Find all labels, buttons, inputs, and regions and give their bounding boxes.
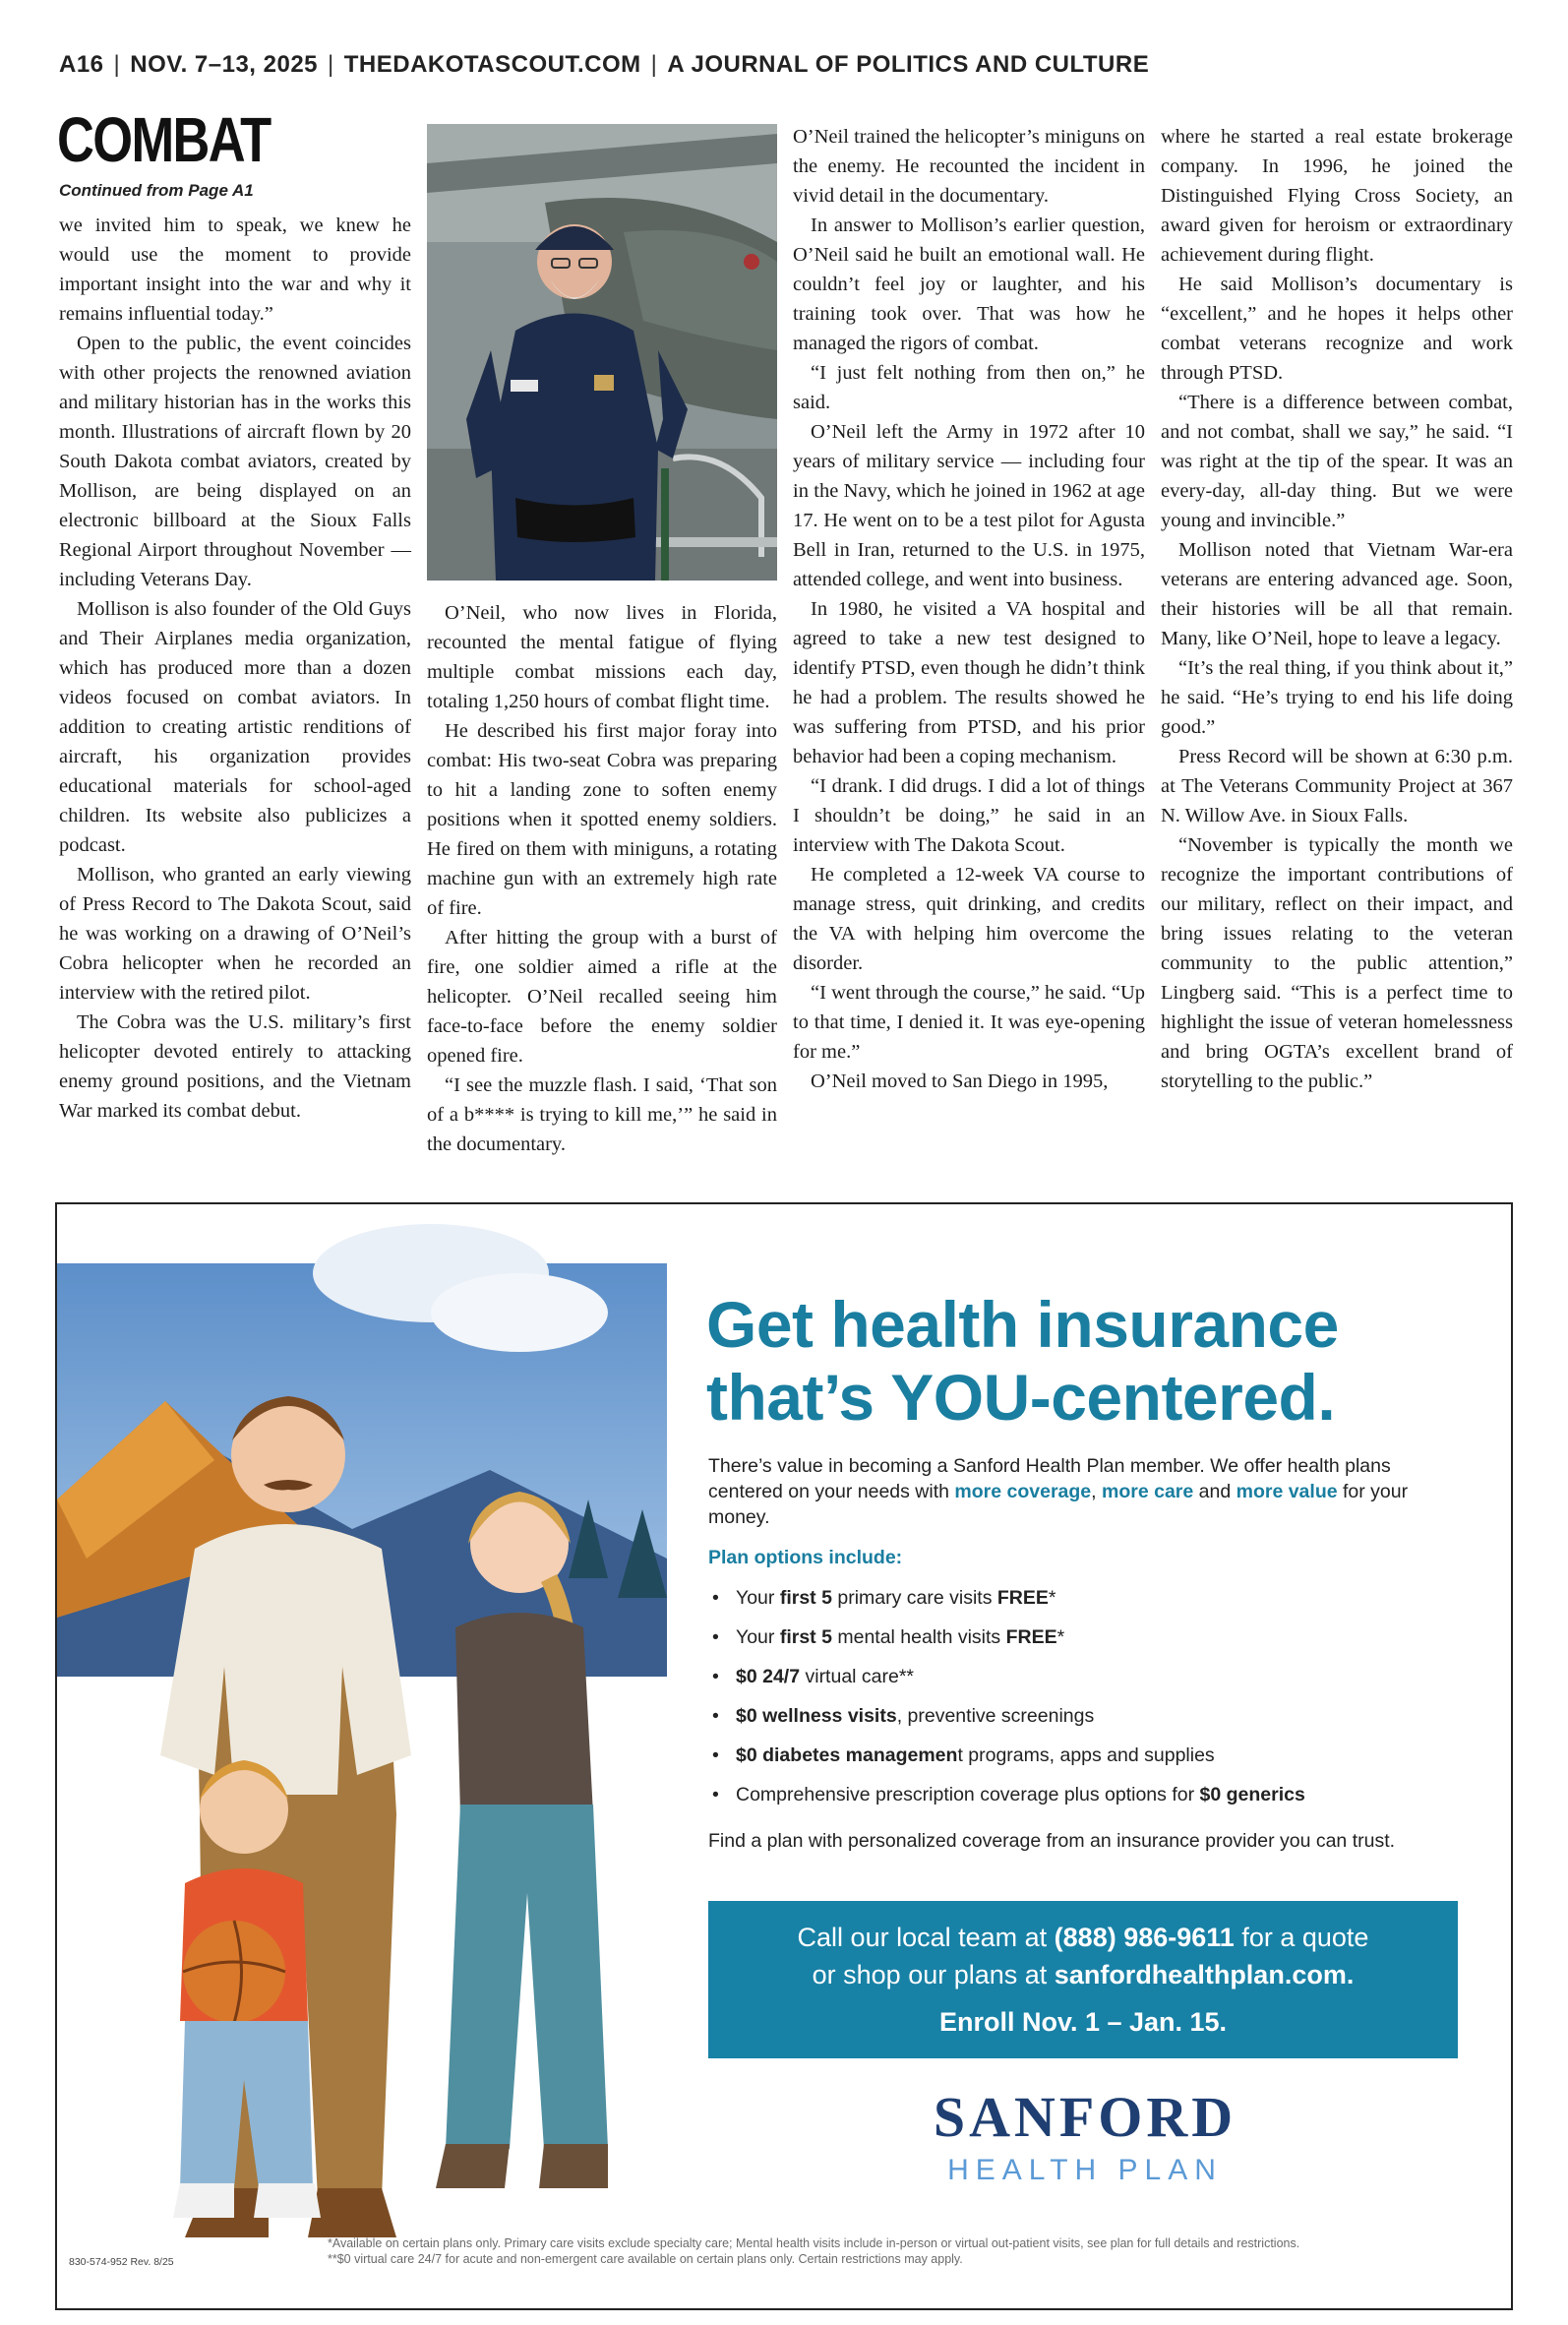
item-text: t programs, apps and supplies [957,1744,1215,1766]
paragraph: O’Neil moved to San Diego in 1995, [811,1071,1109,1092]
publication-tagline: A JOURNAL OF POLITICS AND CULTURE [667,51,1150,78]
paragraph: Press Record will be shown at 6:30 p.m. at The Veterans Community Project at 367 N. Willow Ave. in Sioux Falls. [1161,746,1513,826]
paragraph: “There is a difference between combat, and not combat, shall we say,” he said. “I was right at the tip of the spear. It was an every-day, all-day thing. But we were young and invincible.” [1161,392,1513,531]
article-column-2 [427,598,777,1159]
sanford-advertisement [55,1202,1513,2310]
item-bold: first 5 [779,1626,832,1648]
paragraph: In answer to Mollison’s earlier question, O’Neil said he built an emotional wall. He couldn’t feel joy or laughter, and his training took over. That was how he managed the rigors of combat. [793,214,1145,354]
item-text: * [1056,1626,1065,1648]
intro-highlight: more care [1102,1481,1194,1502]
page-number: A16 [59,51,104,78]
section-kicker: COMBAT [57,104,271,175]
item-text: virtual care** [800,1666,915,1687]
article-column-3 [793,122,1145,1096]
fine-print [328,2235,1498,2267]
fine-print-line: *Available on certain plans only. Primary care visits exclude specialty care; Mental health visits include in-person or virtual out-patient visits, see plan for full details and restrictions. [328,2236,1300,2250]
logo-subtitle: HEALTH PLAN [947,2154,1223,2186]
paragraph: “I went through the course,” he said. “Up to that time, I denied it. It was eye-opening for me.” [793,982,1145,1063]
cta-text: Call our local team at [797,1923,1055,1952]
item-bold: FREE [996,1587,1049,1609]
site-link[interactable]: THEDAKOTASCOUT.COM [343,51,641,78]
ad-intro-text [708,1453,1456,1530]
paragraph: O’Neil left the Army in 1972 after 10 years of military service — including four in the Navy, which he joined in 1962 at age 17. He went on to be a test pilot for Agusta Bell in Iran, returned to the U.S. in 1975, attended college, and went into business. [793,421,1145,590]
intro-text: , [1091,1481,1102,1502]
options-title: Plan options include: [708,1547,903,1568]
article-column-4 [1161,122,1513,1096]
list-item [708,1696,1476,1736]
cta-text: for a quote [1234,1923,1369,1952]
paragraph: O’Neil, who now lives in Florida, recounted the mental fatigue of flying multiple combat missions each day, totaling 1,250 hours of combat flight time. [427,602,777,712]
item-text: primary care visits [831,1587,997,1609]
intro-highlight: more value [1236,1481,1338,1502]
paragraph: Open to the public, the event coincides with other projects the renowned aviation and military historian has in the works this month. Illustrations of aircraft flown by 20 South Dakota combat aviators, created by Mollison, are being displayed on an electronic billboard at the Sioux Falls Regional Airport throughout November — including Veterans Day. [59,333,411,590]
cta-phone[interactable]: (888) 986-9611 [1054,1923,1235,1952]
list-item [708,1578,1476,1618]
paragraph: Mollison noted that Vietnam War-era veterans are entering advanced age. Soon, their histories will be all that remain. Many, like O’Neil, hope to leave a legacy. [1161,539,1513,649]
item-bold: $0 diabetes managemen [736,1744,958,1766]
page-folio: A16 | NOV. 7–13, 2025 | THEDAKOTASCOUT.COM | A JOURNAL OF POLITICS AND CULTURE [59,51,1150,78]
article-photo [427,124,777,581]
ad-code: 830-574-952 Rev. 8/25 [69,2256,174,2268]
paragraph: “I drank. I did drugs. I did a lot of things I shouldn’t be doing,” he said in an interview with The Dakota Scout. [793,775,1145,856]
item-text: * [1048,1587,1056,1609]
item-bold: $0 wellness visits [736,1705,897,1727]
paragraph: “November is typically the month we recognize the important contributions of our military, reflect on their impact, and bring issues relating to the veteran community to the public attention,” Lingberg said. “This is a perfect time to highlight the issue of veteran homelessness and bring OGTA’s excellent brand of storytelling to the public.” [1161,834,1513,1092]
sanford-logo [706,2085,1464,2190]
paragraph: Mollison, who granted an early viewing of Press Record to The Dakota Scout, said he was working on a drawing of O’Neil’s Cobra helicopter when he recorded an interview with the retired pilot. [59,864,411,1004]
cta-line-1 [708,1923,1458,1953]
item-bold: $0 24/7 [736,1666,801,1687]
paragraph: “I see the muzzle flash. I said, ‘That son of a b**** is trying to kill me,’” he said in the documentary. [427,1074,777,1155]
item-text: mental health visits [831,1626,1006,1648]
paragraph: “I just felt nothing from then on,” he said. [793,362,1145,413]
list-item [708,1736,1476,1775]
issue-date: NOV. 7–13, 2025 [130,51,319,78]
paragraph: The Cobra was the U.S. military’s first helicopter devoted entirely to attacking enemy ground positions, and the Vietnam War marked its combat debut. [59,1011,411,1122]
ad-headline [706,1288,1493,1434]
article-column-1 [59,211,411,1126]
logo-wordmark: SANFORD [933,2085,1237,2149]
fine-print-line: **$0 virtual care 24/7 for acute and non-emergent care available on certain plans only. Certain restrictions may apply. [328,2252,963,2266]
jump-line: Continued from Page A1 [59,181,254,200]
intro-text: and [1193,1481,1236,1502]
cta-url-link[interactable]: sanfordhealthplan.com. [1054,1960,1355,1989]
headline-line-2: that’s YOU-centered. [706,1361,1336,1434]
intro-highlight: more coverage [954,1481,1092,1502]
plan-options-list [708,1578,1476,1814]
photo-illustration [427,124,777,581]
paragraph: “It’s the real thing, if you think about it,” he said. “He’s trying to end his life doing good.” [1161,657,1513,738]
paragraph: He said Mollison’s documentary is “excellent,” and he hopes it helps other combat veterans recognize and work through PTSD. [1161,274,1513,384]
item-text: , preventive screenings [896,1705,1095,1727]
cta-line-2 [708,1960,1458,1990]
paragraph: Mollison is also founder of the Old Guys and Their Airplanes media organization, which has produced more than a dozen videos focused on combat aviators. In addition to creating artistic renditions of aircraft, his organization provides educational materials for school-aged children. Its website also publicizes a podcast. [59,598,411,856]
cta-text: or shop our plans at [812,1960,1055,1989]
paragraph: O’Neil trained the helicopter’s miniguns on the enemy. He recounted the incident in vivid detail in the documentary. [793,126,1145,207]
headline-line-1: Get health insurance [706,1288,1339,1361]
item-text: Comprehensive prescription coverage plus options for [736,1784,1200,1805]
paragraph: After hitting the group with a burst of fire, one soldier aimed a rifle at the helicopter. O’Neil recalled seeing him face-to-face before the enemy soldier opened fire. [427,927,777,1067]
find-plan-text: Find a plan with personalized coverage from an insurance provider you can trust. [708,1830,1396,1852]
paragraph: we invited him to speak, we knew he would use the moment to provide important insight into the war and why it remains influential today.” [59,214,411,325]
list-item [708,1775,1476,1814]
item-bold: $0 generics [1199,1784,1305,1805]
paragraph: He completed a 12-week VA course to manage stress, quit drinking, and credits the VA with helping him overcome the disorder. [793,864,1145,974]
list-item [708,1618,1476,1657]
list-item [708,1657,1476,1696]
cta-banner[interactable] [708,1901,1458,2058]
paragraph: In 1980, he visited a VA hospital and agreed to take a new test designed to identify PTSD, even though he didn’t think he had a problem. The results showed he was suffering from PTSD, and his prior behavior had been a coping mechanism. [793,598,1145,767]
item-bold: FREE [1005,1626,1057,1648]
item-text: Your [736,1626,780,1648]
family-illustration [57,1204,706,2308]
paragraph: He described his first major foray into combat: His two-seat Cobra was preparing to hit a landing zone to soften enemy positions when it spotted enemy soldiers. He fired on them with miniguns, a rotating machine gun with an extremely high rate of fire. [427,720,777,919]
intro-text: There’s value in becoming a Sanford Health Plan member. We offer health plans centered on your needs with [708,1455,1391,1502]
paragraph: where he started a real estate brokerage company. In 1996, he joined the Distinguished Flying Cross Society, an award given for heroism or extraordinary achievement during flight. [1161,126,1513,266]
intro-text: for your money. [708,1481,1409,1528]
item-bold: first 5 [779,1587,832,1609]
cta-enroll: Enroll Nov. 1 – Jan. 15. [938,2007,1228,2037]
item-text: Your [736,1587,780,1609]
